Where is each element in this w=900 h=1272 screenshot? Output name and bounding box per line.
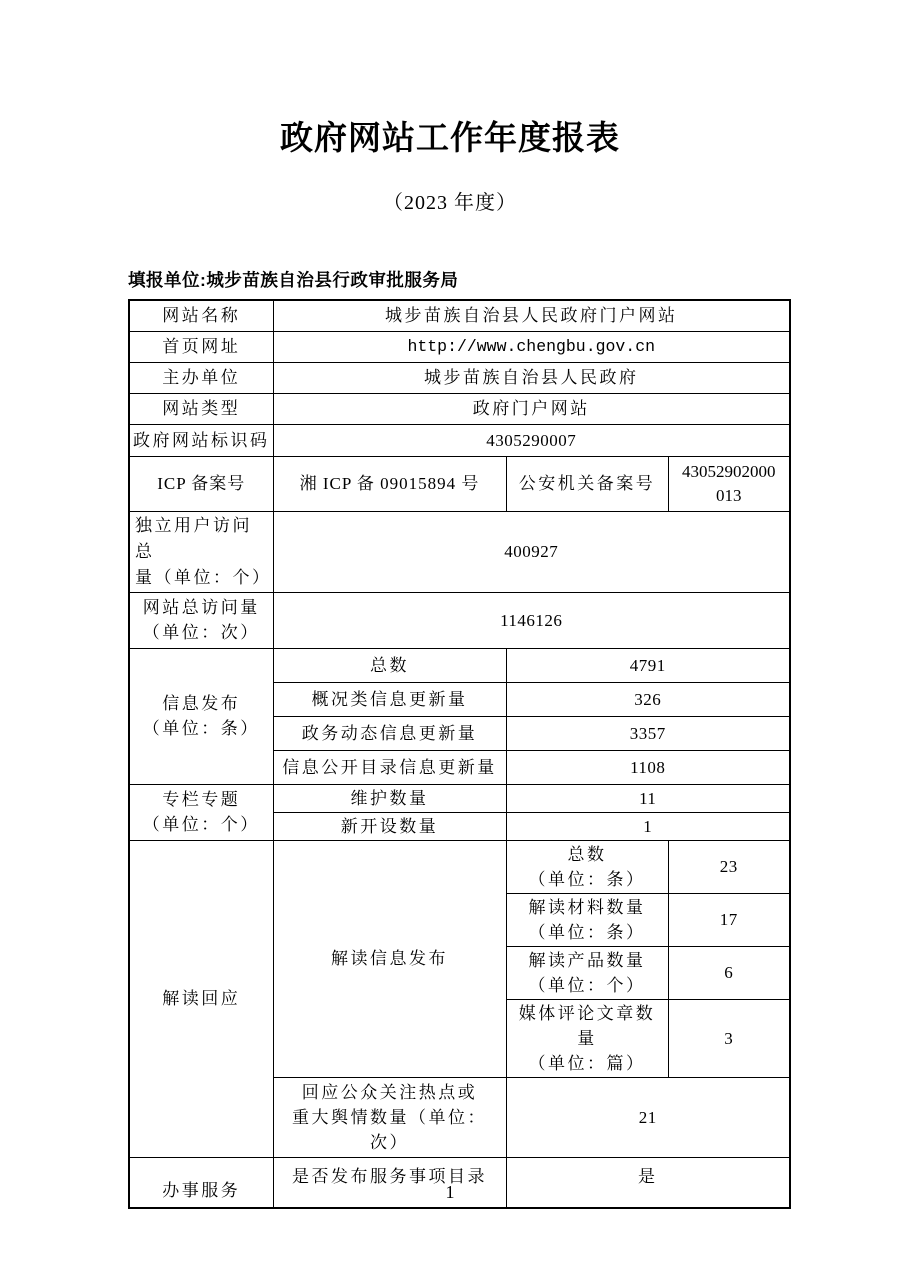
response-value: 21 <box>506 1077 790 1157</box>
info-item-label: 政务动态信息更新量 <box>273 716 506 750</box>
total-visits-value: 1146126 <box>273 592 790 648</box>
police-record-label: 公安机关备案号 <box>506 456 668 511</box>
home-url-label: 首页网址 <box>129 331 273 362</box>
table-row <box>129 424 790 456</box>
table-row <box>129 393 790 424</box>
group-line: （单位：条） <box>142 719 260 738</box>
unique-visitors-label <box>129 511 273 592</box>
site-type-label: 网站类型 <box>129 393 273 424</box>
table-row <box>129 300 790 331</box>
police-record-value: 43052902000013 <box>668 456 790 511</box>
label-line: 次） <box>370 1132 409 1152</box>
table-row <box>129 331 790 362</box>
interpret-item-label <box>506 840 668 893</box>
label-line: 解读产品数量 <box>528 950 646 970</box>
site-code-value: 4305290007 <box>273 424 790 456</box>
interpretation-group: 解读回应 <box>129 840 273 1157</box>
interpret-item-label <box>506 999 668 1077</box>
group-line: 专栏专题 <box>162 790 241 809</box>
interpret-item-value: 17 <box>668 893 790 946</box>
unit-line: （单位：个） <box>528 975 646 995</box>
response-label <box>273 1077 506 1157</box>
icp-label: ICP 备案号 <box>129 456 273 511</box>
special-item-label: 新开设数量 <box>273 812 506 840</box>
total-visits-label <box>129 592 273 648</box>
info-publish-group <box>129 648 273 784</box>
interpretation-publish-label: 解读信息发布 <box>273 840 506 1077</box>
group-line: 信息发布 <box>162 694 241 713</box>
page-title: 政府网站工作年度报表 <box>280 119 620 156</box>
label-line: 网站总访问量 <box>142 598 260 617</box>
table-row <box>129 456 790 511</box>
info-item-value: 4791 <box>506 648 790 682</box>
annual-report-table <box>128 299 791 1209</box>
service-item-label: 是否发布服务事项目录 <box>273 1157 506 1208</box>
unit-line: （单位：条） <box>528 869 646 889</box>
site-code-label: 政府网站标识码 <box>129 424 273 456</box>
unit-line: （单位：条） <box>528 922 646 942</box>
unit-line: （单位：篇） <box>528 1053 646 1073</box>
interpret-item-value: 23 <box>668 840 790 893</box>
info-item-label: 信息公开目录信息更新量 <box>273 750 506 784</box>
info-item-value: 326 <box>506 682 790 716</box>
table-row <box>129 592 790 648</box>
table-row <box>129 511 790 592</box>
label-line: （单位：次） <box>142 623 260 642</box>
interpret-item-value: 6 <box>668 946 790 999</box>
label-line: 媒体评论文章数量 <box>518 1003 656 1048</box>
label-line: 量（单位：个） <box>135 567 272 587</box>
interpret-item-label <box>506 946 668 999</box>
label-line: 解读材料数量 <box>528 897 646 917</box>
table-row <box>129 840 790 893</box>
special-item-value: 1 <box>506 812 790 840</box>
page-number: 1 <box>445 1182 455 1202</box>
info-item-value: 3357 <box>506 716 790 750</box>
info-item-label: 总数 <box>273 648 506 682</box>
special-item-value: 11 <box>506 784 790 812</box>
reporting-unit: 填报单位:城步苗族自治县行政审批服务局 <box>128 270 459 290</box>
special-columns-group <box>129 784 273 840</box>
service-group: 办事服务 <box>129 1157 273 1208</box>
group-line: （单位：个） <box>142 815 260 834</box>
site-name-value: 城步苗族自治县人民政府门户网站 <box>273 300 790 331</box>
info-item-value: 1108 <box>506 750 790 784</box>
icp-value: 湘 ICP 备 09015894 号 <box>273 456 506 511</box>
label-line: 重大舆情数量（单位： <box>292 1107 487 1127</box>
site-type-value: 政府门户网站 <box>273 393 790 424</box>
label-line: 回应公众关注热点或 <box>301 1082 478 1102</box>
unique-visitors-value: 400927 <box>273 511 790 592</box>
interpret-item-label <box>506 893 668 946</box>
info-item-label: 概况类信息更新量 <box>273 682 506 716</box>
service-value: 是 <box>506 1157 790 1208</box>
table-row <box>129 784 790 812</box>
table-row <box>129 648 790 682</box>
table-row <box>129 362 790 393</box>
organizer-label: 主办单位 <box>129 362 273 393</box>
label-line: 总数 <box>567 844 607 864</box>
interpret-item-value: 3 <box>668 999 790 1077</box>
organizer-value: 城步苗族自治县人民政府 <box>273 362 790 393</box>
home-url-value: http://www.chengbu.gov.cn <box>273 331 790 362</box>
page-subtitle: （2023 年度） <box>383 192 517 214</box>
special-item-label: 维护数量 <box>273 784 506 812</box>
site-name-label: 网站名称 <box>129 300 273 331</box>
label-line: 独立用户访问总 <box>135 515 252 561</box>
